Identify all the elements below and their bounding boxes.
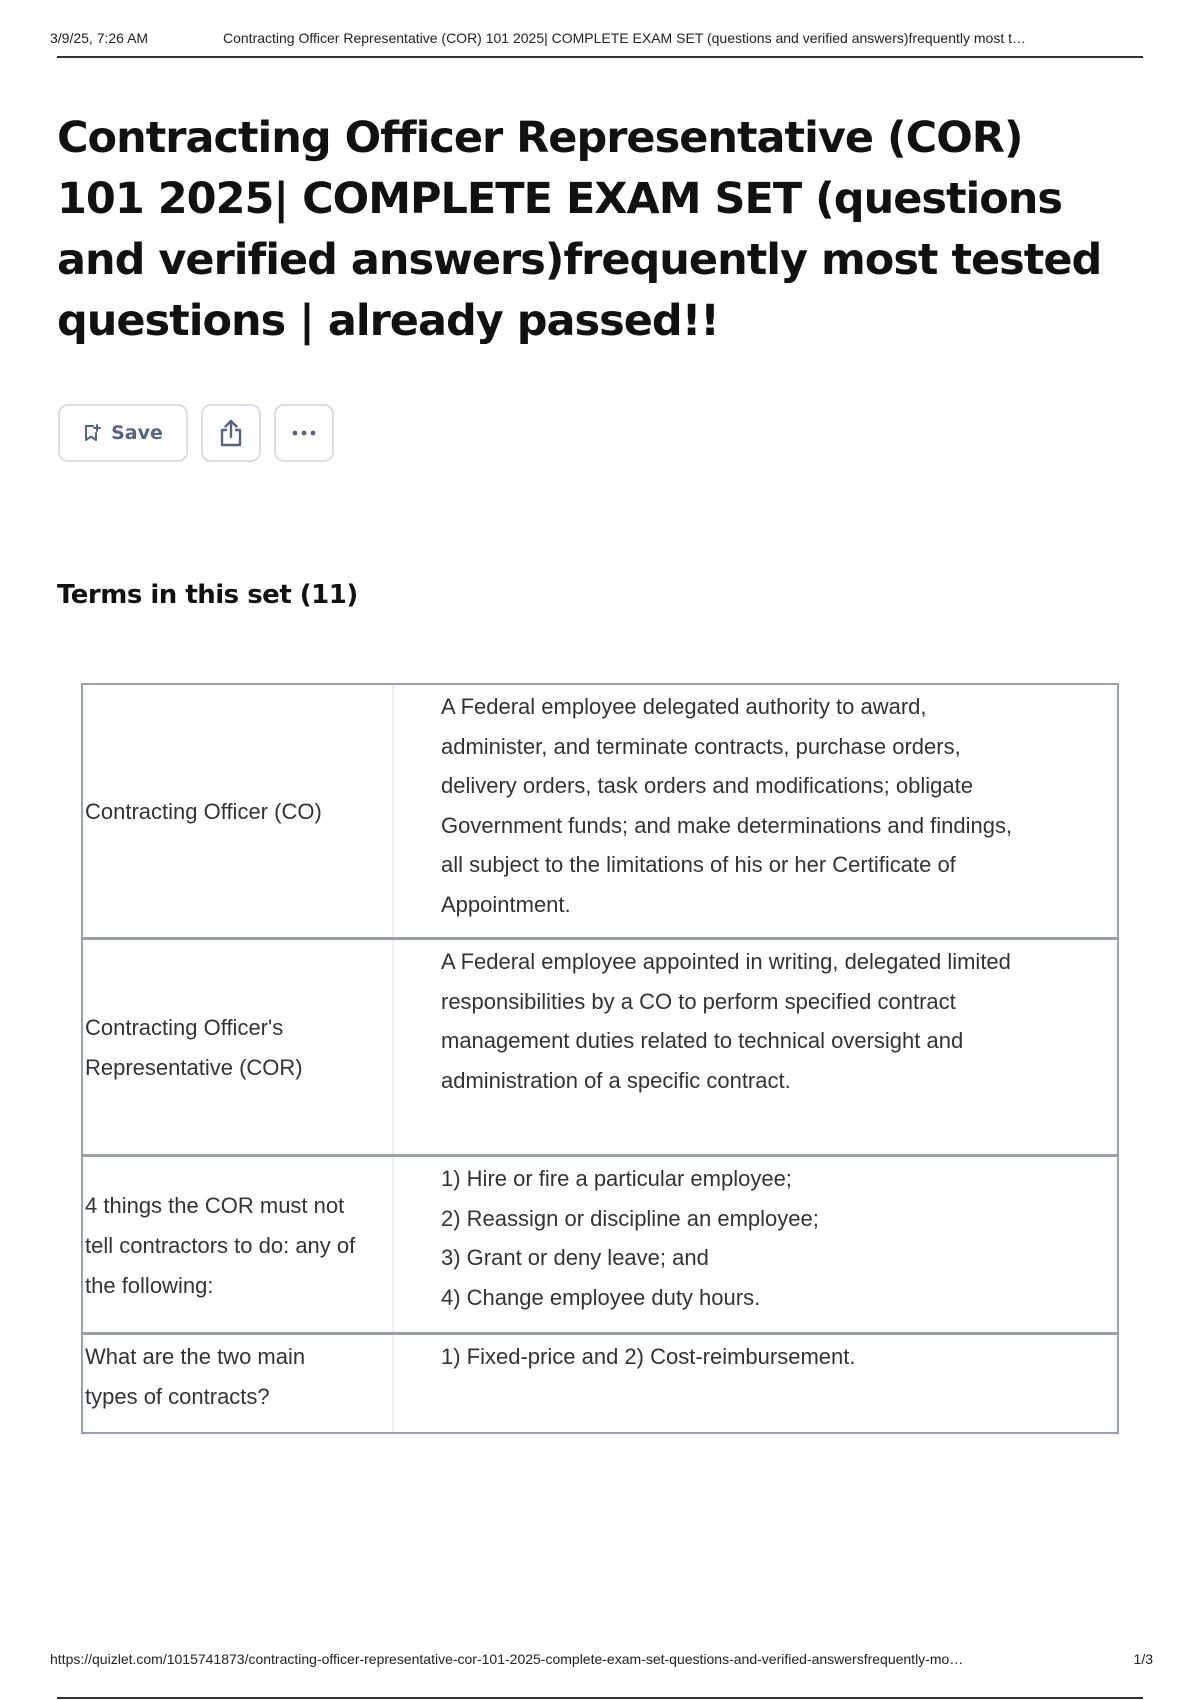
term-cell — [83, 1157, 394, 1332]
print-footer — [50, 1651, 1153, 1667]
share-button[interactable] — [201, 404, 261, 462]
term-text: 4 things the COR must not tell contractors to do: any of the following: — [85, 1192, 356, 1298]
more-options-button[interactable] — [274, 404, 334, 462]
more-horizontal-icon — [290, 429, 318, 437]
terms-table — [81, 683, 1119, 1434]
term-row[interactable] — [83, 1332, 1117, 1432]
terms-heading: Terms in this set (11) — [57, 580, 358, 610]
print-header — [50, 30, 1148, 46]
term-row[interactable] — [83, 937, 1117, 1154]
page-url: https://quizlet.com/1015741873/contracting-officer-representative-cor-101-2025-complete-exam-set-questions-and-verified-answersfrequently-mo… — [50, 1651, 964, 1667]
set-actions — [58, 404, 334, 462]
definition-cell — [394, 1157, 1117, 1332]
term-text: What are the two main types of contracts? — [85, 1344, 306, 1409]
definition-line: 1) Hire or fire a particular employee; — [441, 1166, 792, 1191]
definition-line: 4) Change employee duty hours. — [441, 1284, 761, 1310]
page-title: Contracting Officer Representative (COR) 101 2025| COMPLETE EXAM SET (questions and verified answers)frequently most tested questions | already passed!! — [57, 113, 1102, 346]
save-button[interactable] — [58, 404, 188, 462]
print-doc-title: Contracting Officer Representative (COR) 101 2025| COMPLETE EXAM SET (questions and verified answers)frequently most t… — [223, 30, 1027, 46]
footer-divider — [57, 1697, 1143, 1699]
term-cell — [83, 940, 394, 1154]
term-text: Contracting Officer's Representative (COR) — [85, 1015, 303, 1080]
term-text: Contracting Officer (CO) — [85, 799, 322, 824]
header-divider — [57, 56, 1143, 58]
save-button-label: Save — [111, 422, 163, 444]
definition-line: 2) Reassign or discipline an employee; — [441, 1205, 819, 1231]
definition-cell — [394, 1335, 1117, 1432]
term-cell — [83, 1335, 394, 1432]
page-number: 1/3 — [1133, 1651, 1153, 1667]
definition-line: 3) Grant or deny leave; and — [441, 1245, 709, 1270]
definition-cell — [394, 940, 1117, 1154]
definition-cell — [394, 685, 1117, 937]
print-datetime: 3/9/25, 7:26 AM — [50, 30, 149, 46]
term-row[interactable] — [83, 1154, 1117, 1332]
definition-text: 1) Fixed-price and 2) Cost-reimbursement. — [441, 1344, 856, 1369]
definition-text: A Federal employee appointed in writing, delegated limited responsibilities by a CO to perform specified contract management duties related to technical oversight and administration of a specific contract. — [441, 949, 1011, 1093]
term-cell — [83, 685, 394, 937]
share-icon — [217, 418, 245, 448]
term-row[interactable] — [83, 685, 1117, 937]
bookmark-add-icon — [83, 424, 101, 442]
definition-text: A Federal employee delegated authority to award, administer, and terminate contracts, purchase orders, delivery orders, task orders and modifications; obligate Government funds; and make determinations and findings, all subject to the limitations of his or her Certificate of Appointment. — [441, 694, 1013, 917]
